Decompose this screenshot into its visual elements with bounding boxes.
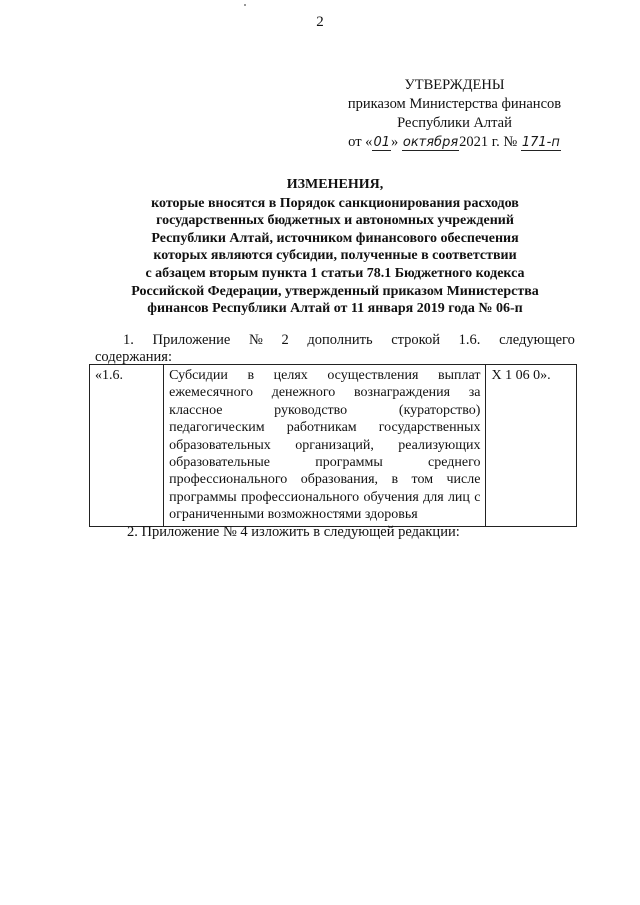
table-row <box>90 365 577 527</box>
paragraph-1-word: дополнить <box>307 332 373 348</box>
date-year: 2021 г. № <box>459 134 521 150</box>
approval-stamp <box>332 76 577 152</box>
paragraph-2: 2. Приложение № 4 изложить в следующей редакции: <box>127 524 460 540</box>
handwritten-month: октября <box>402 135 459 150</box>
title-line: Российской Федерации, утвержденный приказом Министерства <box>131 283 539 299</box>
paragraph-1-number: 1. <box>123 332 134 348</box>
scan-speck <box>244 4 246 6</box>
paragraph-1-word: строкой <box>391 332 441 348</box>
paragraph-1-word: 2 <box>281 332 289 348</box>
row-code-cell: «1.6. <box>90 365 164 527</box>
page-number: 2 <box>316 14 324 30</box>
date-mid: » <box>390 134 402 150</box>
date-prefix: от « <box>348 134 373 150</box>
amendment-table <box>89 364 577 527</box>
row-kbk-cell: X 1 06 0». <box>486 365 577 527</box>
paragraph-1 <box>95 332 575 366</box>
document-title <box>95 176 575 318</box>
approval-issuer: приказом Министерства финансов <box>347 96 562 112</box>
paragraph-1-word: № <box>249 332 263 348</box>
handwritten-day: 01 <box>373 135 390 150</box>
title-line: с абзацем вторым пункта 1 статьи 78.1 Бюджетного кодекса <box>145 265 525 281</box>
approval-heading: УТВЕРЖДЕНЫ <box>404 77 505 93</box>
row-description-cell: Субсидии в целях осуществления выплат ежемесячного денежного вознаграждения за классное руководство (кураторство) педагогическим работникам государственных образовательных организаций, реализующих образовательные программы среднего профессионального образования, в том числе программы профессионального обучения для лиц с ограниченными возможностями здоровья <box>164 365 486 527</box>
paragraph-1-continuation: содержания: <box>95 349 173 365</box>
approval-date-line <box>332 133 577 152</box>
approval-region: Республики Алтай <box>397 115 512 131</box>
title-line: Республики Алтай, источником финансового обеспечения <box>151 230 519 246</box>
title-line: финансов Республики Алтай от 11 января 2019 года № 06-п <box>147 301 523 317</box>
title-heading: ИЗМЕНЕНИЯ, <box>286 177 384 192</box>
paragraph-1-first-line <box>95 332 575 349</box>
title-line: государственных бюджетных и автономных учреждений <box>156 213 514 229</box>
handwritten-number: 171-п <box>521 135 560 150</box>
paragraph-1-word: следующего <box>499 332 575 348</box>
title-line: которых являются субсидии, полученные в соответствии <box>153 248 517 264</box>
paragraph-1-word: 1.6. <box>458 332 481 348</box>
paragraph-1-word: Приложение <box>152 332 231 348</box>
title-line: которые вносятся в Порядок санкционирования расходов <box>151 195 519 211</box>
